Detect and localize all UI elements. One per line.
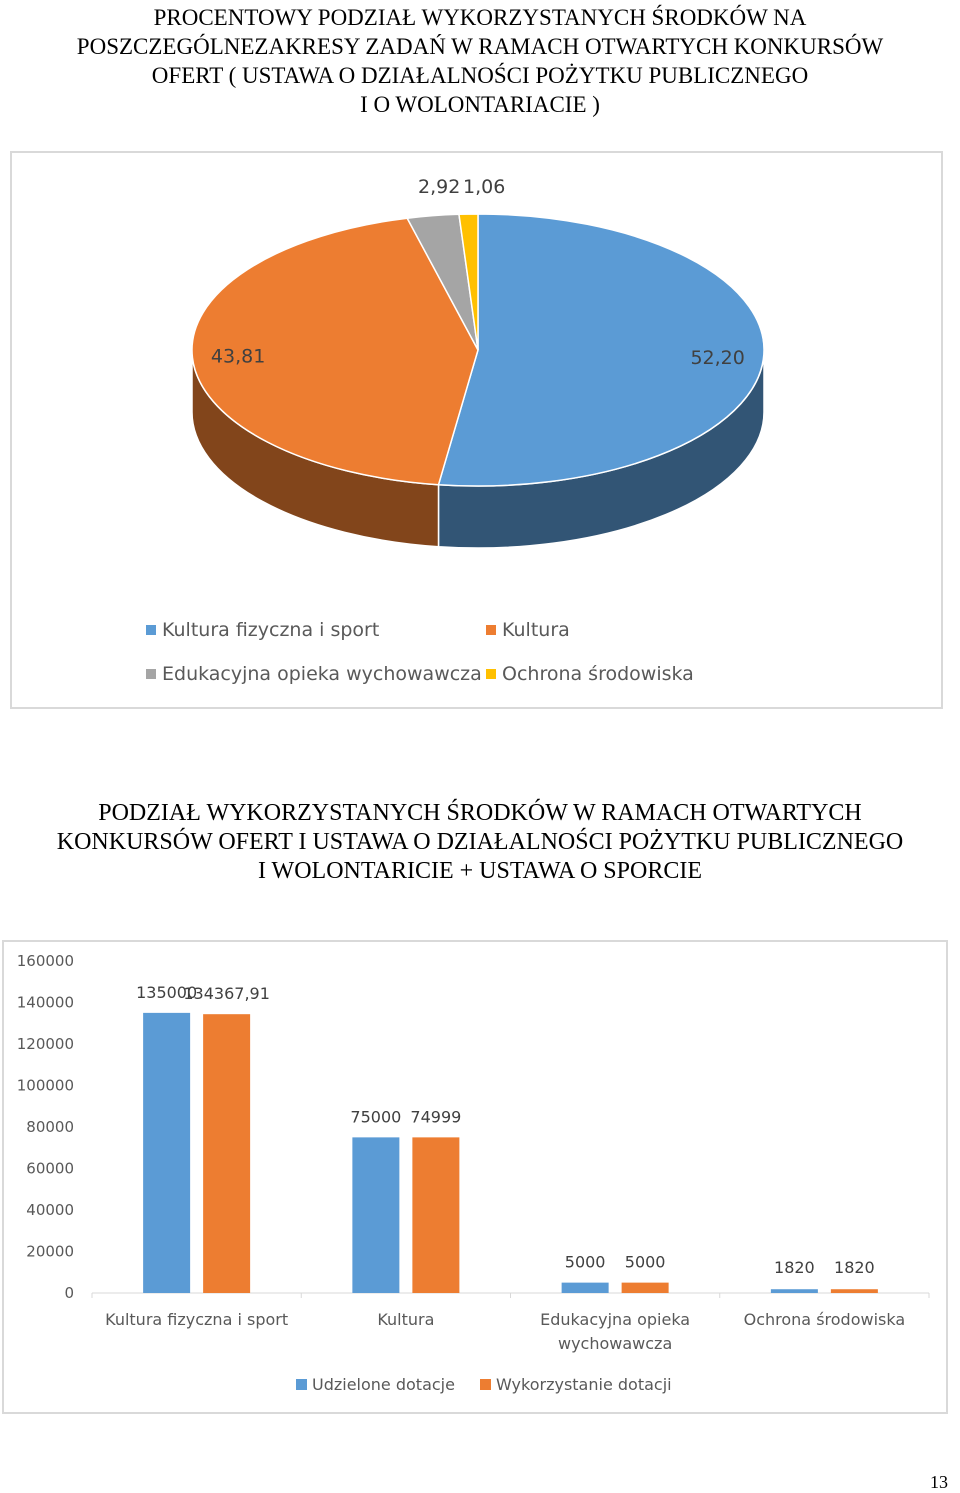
pie-data-label: 43,81 [210, 345, 266, 368]
y-axis-ticks [17, 952, 74, 1302]
bar-data-label: 134367,91 [183, 984, 270, 1004]
pie-legend-swatch [146, 669, 156, 679]
bar [412, 1137, 459, 1293]
y-tick-label: 0 [64, 1284, 74, 1302]
pie-title-line: POSZCZEGÓLNEZAKRESY ZADAŃ W RAMACH OTWARTYCH KONKURSÓW [76, 34, 884, 59]
x-category-label: Ochrona środowiska [743, 1310, 906, 1329]
x-category-label: Kultura fizyczna i sport [105, 1310, 289, 1329]
bar-legend-swatch [296, 1379, 307, 1390]
y-tick-label: 40000 [26, 1201, 74, 1219]
pie-legend-swatch [486, 669, 496, 679]
bar [771, 1289, 818, 1293]
bar [203, 1014, 250, 1293]
bar-legend-swatch [480, 1379, 491, 1390]
y-tick-label: 20000 [26, 1242, 74, 1261]
pie-title-line: PROCENTOWY PODZIAŁ WYKORZYSTANYCH ŚRODKÓW NA [153, 5, 807, 30]
bar [143, 1013, 190, 1293]
y-tick-label: 160000 [16, 952, 74, 970]
bar-chart [4, 942, 946, 1412]
bar-data-label: 1820 [834, 1258, 875, 1278]
pie-legend-label: Kultura fizyczna i sport [162, 619, 380, 641]
pie-data-label: 1,06 [463, 176, 506, 198]
bar-title-line: KONKURSÓW OFERT I USTAWA O DZIAŁALNOŚCI POŻYTKU PUBLICZNEGO [56, 829, 904, 855]
pie-chart [12, 153, 941, 707]
pie-legend-label: Ochrona środowiska [502, 663, 694, 685]
x-category-label: Kultura [377, 1310, 435, 1329]
x-category-label: Edukacyjna opieka [540, 1310, 691, 1329]
bar-legend-label: Wykorzystanie dotacji [496, 1375, 672, 1394]
bar-title-line: PODZIAŁ WYKORZYSTANYCH ŚRODKÓW W RAMACH OTWARTYCH [98, 800, 862, 826]
pie-data-label: 52,20 [690, 346, 745, 369]
pie-legend-label: Edukacyjna opieka wychowawcza [162, 663, 482, 685]
y-tick-label: 140000 [16, 993, 74, 1012]
bar-data-label: 135000 [136, 982, 198, 1002]
bar [562, 1283, 609, 1293]
pie-data-label: 2,92 [418, 176, 461, 198]
bar-data-label: 75000 [350, 1107, 402, 1127]
bar-title-line: I WOLONTARICIE + USTAWA O SPORCIE [258, 858, 702, 884]
bar-chart-frame [2, 940, 948, 1414]
bar-legend [296, 1375, 672, 1394]
bar-chart-title [0, 799, 960, 886]
y-tick-label: 80000 [26, 1118, 74, 1136]
pie-chart-title [0, 3, 960, 119]
bar-data-label: 1820 [774, 1258, 815, 1278]
pie-title-line: I O WOLONTARIACIE ) [360, 92, 600, 117]
pie-legend-swatch [146, 625, 156, 635]
x-category-label: wychowawcza [557, 1334, 673, 1353]
bar [622, 1283, 669, 1293]
pie-legend-swatch [486, 625, 496, 635]
bar-data-label: 5000 [564, 1252, 606, 1272]
y-tick-label: 120000 [16, 1035, 74, 1053]
bar-data-label: 74999 [410, 1107, 462, 1127]
page-number: 13 [930, 1472, 948, 1492]
pie-legend-label: Kultura [502, 619, 570, 641]
pie-chart-frame [10, 151, 943, 709]
pie-slices [192, 214, 764, 486]
bar-data-label: 5000 [624, 1252, 666, 1272]
bar [831, 1289, 878, 1293]
bar-legend-label: Udzielone dotacje [312, 1375, 455, 1394]
y-tick-label: 60000 [26, 1159, 74, 1178]
y-tick-label: 100000 [16, 1076, 74, 1095]
bar [352, 1137, 399, 1293]
bars [136, 983, 878, 1293]
pie-legend [146, 619, 694, 685]
pie-title-line: OFERT ( USTAWA O DZIAŁALNOŚCI POŻYTKU PUBLICZNEGO [151, 63, 809, 88]
